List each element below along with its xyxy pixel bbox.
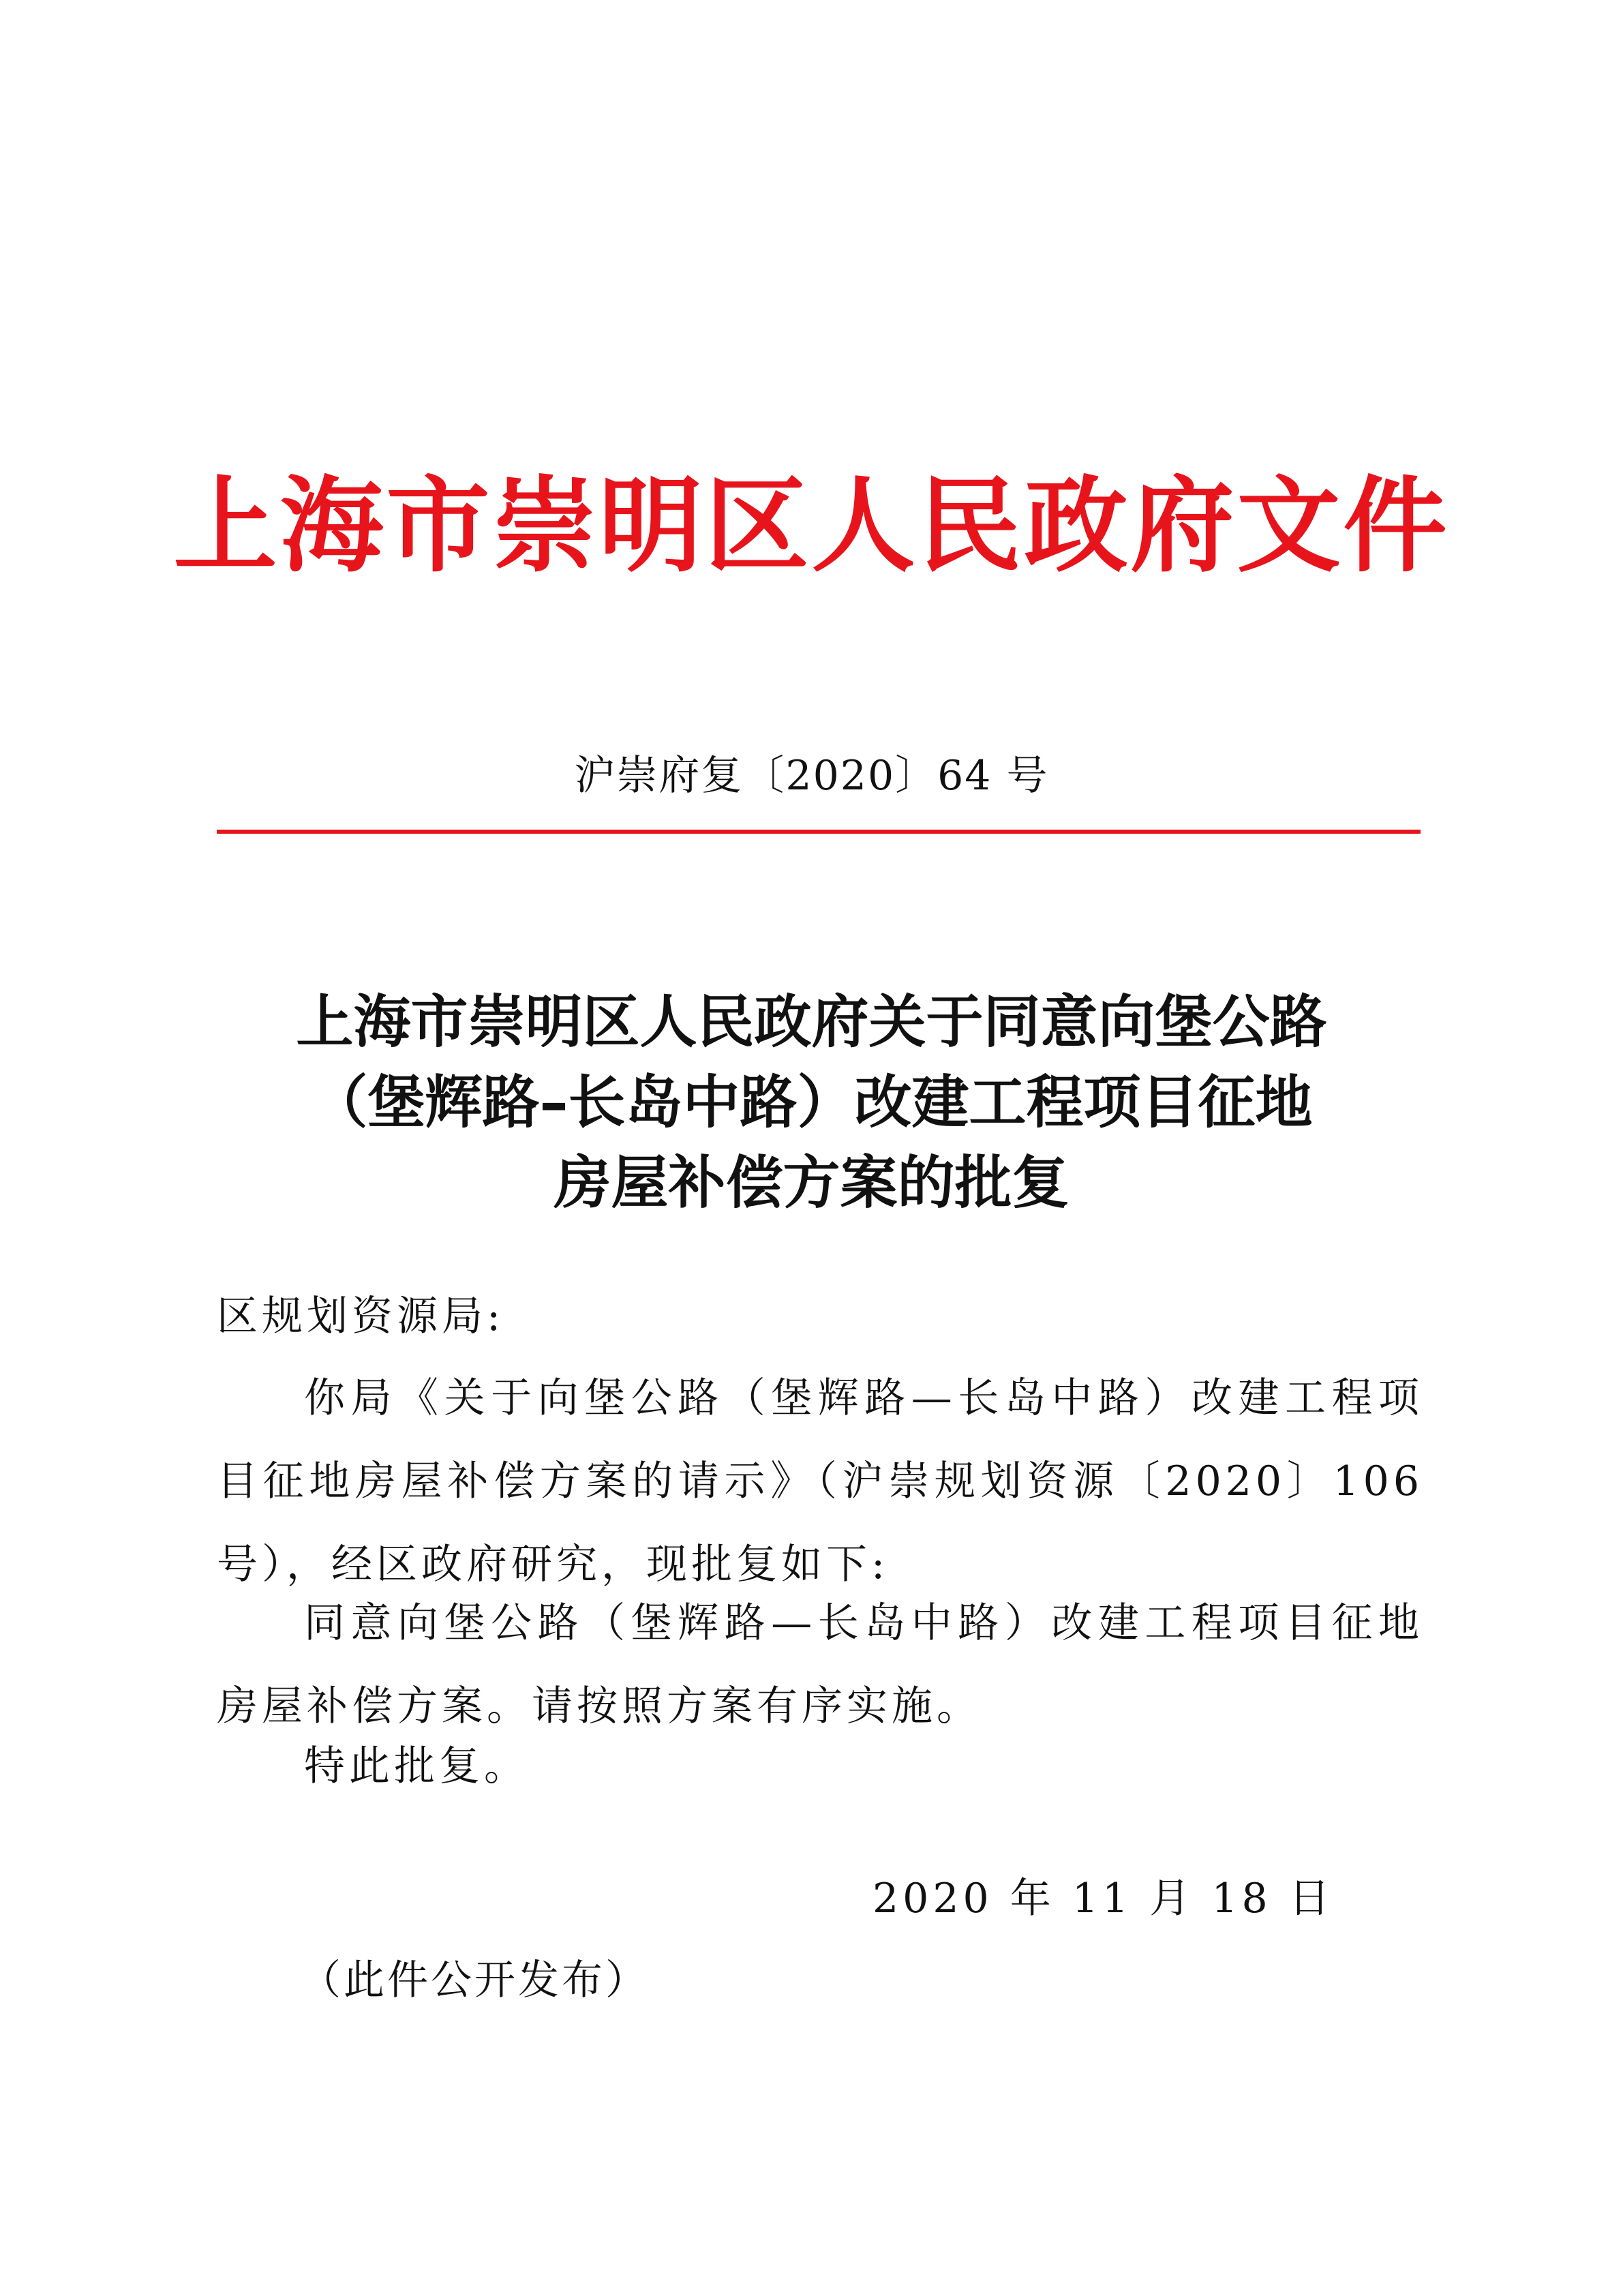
issue-date: 2020 年 11 月 18 日 xyxy=(873,1875,1334,1922)
title-line-3: 房屋补偿方案的批复 xyxy=(553,1149,1070,1216)
salutation: 区规划资源局: xyxy=(217,1293,505,1340)
body-paragraph-2: 同意向堡公路（堡辉路—长岛中路）改建工程项目征地房屋补偿方案。请按照方案有序实施。 xyxy=(217,1599,1423,1730)
body-paragraph-3: 特此批复。 xyxy=(304,1742,529,1790)
masthead-title: 上海市崇明区人民政府文件 xyxy=(173,464,1450,586)
document-number: 沪崇府复〔2020〕64 号 xyxy=(574,752,1049,800)
title-line-1: 上海市崇明区人民政府关于同意向堡公路 xyxy=(296,988,1327,1055)
title-line-2: （堡辉路–长岛中路）改建工程项目征地 xyxy=(310,1069,1313,1136)
public-release-note: （此件公开发布） xyxy=(300,1957,649,2004)
document-title xyxy=(0,982,1623,1223)
red-divider-line xyxy=(217,830,1421,834)
body-paragraph-1: 你局《关于向堡公路（堡辉路—长岛中路）改建工程项目征地房屋补偿方案的请示》（沪崇规划资源〔2020〕106 号），经区政府研究，现批复如下: xyxy=(217,1374,1423,1588)
